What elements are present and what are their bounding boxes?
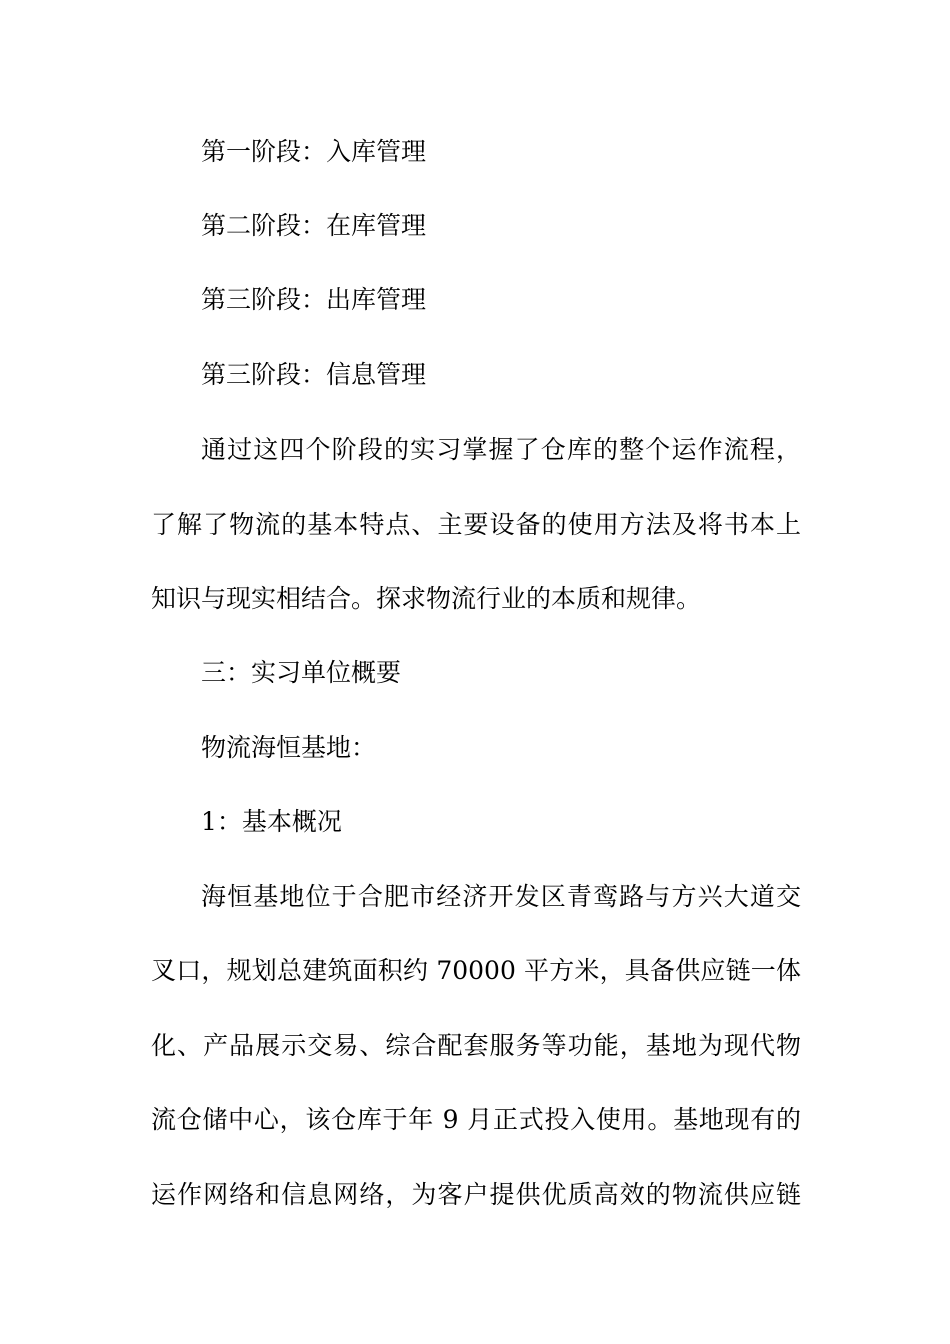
summary-line-2: 了解了物流的基本特点、主要设备的使用方法及将书本上 [151,510,801,539]
overview-line-5: 运作网络和信息网络，为客户提供优质高效的物流供应链 [151,1180,801,1209]
summary-line-1: 通过这四个阶段的实习掌握了仓库的整个运作流程， [201,435,801,464]
stage-1-line: 第一阶段：入库管理 [201,137,427,166]
company-name: 物流海恒基地： [201,733,377,762]
summary-line-3: 知识与现实相结合。探求物流行业的本质和规律。 [151,584,702,613]
stage-4-line: 第三阶段：信息管理 [201,360,427,389]
section-heading: 三：实习单位概要 [201,658,402,687]
overview-line-1: 海恒基地位于合肥市经济开发区青鸾路与方兴大道交 [201,882,801,911]
overview-line-2: 叉口，规划总建筑面积约 70000 平方米，具备供应链一体 [151,956,801,985]
stage-2-line: 第二阶段：在库管理 [201,211,427,240]
overview-line-4: 流仓储中心，该仓库于年 9 月正式投入使用。基地现有的 [151,1105,801,1134]
stage-3-line: 第三阶段：出库管理 [201,285,427,314]
subsection-heading: 1：基本概况 [201,807,342,836]
overview-line-3: 化、产品展示交易、综合配套服务等功能，基地为现代物 [151,1031,801,1060]
